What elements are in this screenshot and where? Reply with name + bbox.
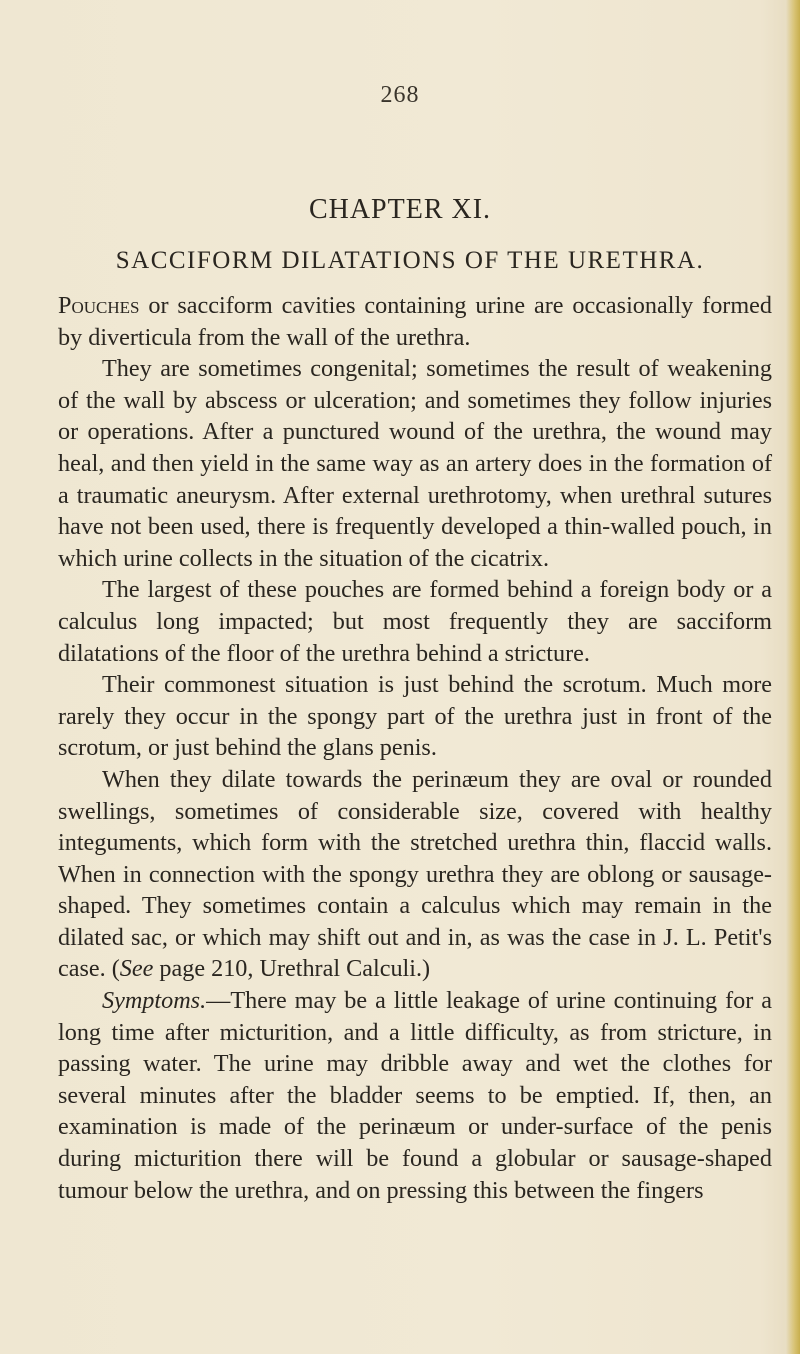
chapter-heading: CHAPTER XI. (308, 194, 492, 225)
lead-word: Pouches (58, 292, 140, 319)
paragraph-intro (58, 290, 772, 353)
paragraph-situation (58, 669, 772, 764)
paragraph-text: When they dilate towards the perinæum they are oval or rounded swellings, sometimes of considerable size, covered with healthy integuments, which form with the stretched urethra thin, flaccid walls. When in connection with the spongy urethra they are oblong or sausage-shaped. They sometimes contain a calculus which may remain in the dilated sac, or which may shift out and in, as was the case in J. L. Petit's case. ( (58, 765, 772, 983)
paragraph-text: Their commonest situation is just behind the scrotum. Much more rarely they occur in the spongy part of the urethra just in front of the scrotum, or just behind the glans penis. (58, 671, 772, 762)
see-reference: See (119, 955, 154, 983)
symptoms-heading: Symptoms. (102, 987, 207, 1015)
paragraph-symptoms (58, 985, 772, 1206)
paragraph-perinaeum (58, 764, 772, 985)
body-text (58, 290, 772, 1206)
paragraph-text: page 210, Urethral Calculi.) (153, 955, 431, 983)
paragraph-largest-pouches (58, 574, 772, 669)
paragraph-text: They are sometimes congenital; sometimes the result of weakening of the wall by abscess or ulceration; and sometimes they follow injuries or operations. After a punctured wound of the urethra, the wound may heal, and then yield in the same way as an artery does in the formation of a traumatic aneurysm. After external urethrotomy, when urethral sutures have not been used, there is frequently developed a thin-walled pouch, in which urine collects in the situation of the cicatrix. (58, 355, 772, 572)
page-number: 268 (380, 82, 420, 108)
paragraph-text: —There may be a little leakage of urine continuing for a long time after micturition, and a little difficulty, as from stricture, in passing water. The urine may dribble away and wet the clothes for several minutes after the bladder seems to be emptied. If, then, an examination is made of the perinæum or under-surface of the penis during micturition there will be found a globular or sausage-shaped tumour below the urethra, and on pressing this between the fingers (58, 987, 772, 1204)
section-title: SACCIFORM DILATATIONS OF THE URETHRA. (115, 247, 705, 274)
paragraph-text: or sacciform cavities containing urine are occasionally formed by diverticula from the wall of the urethra. (58, 292, 772, 351)
paragraph-text: The largest of these pouches are formed behind a foreign body or a calculus long impacted; but most frequently they are sacciform dilatations of the floor of the urethra behind a stricture. (58, 576, 772, 667)
paragraph-causes (58, 353, 772, 574)
